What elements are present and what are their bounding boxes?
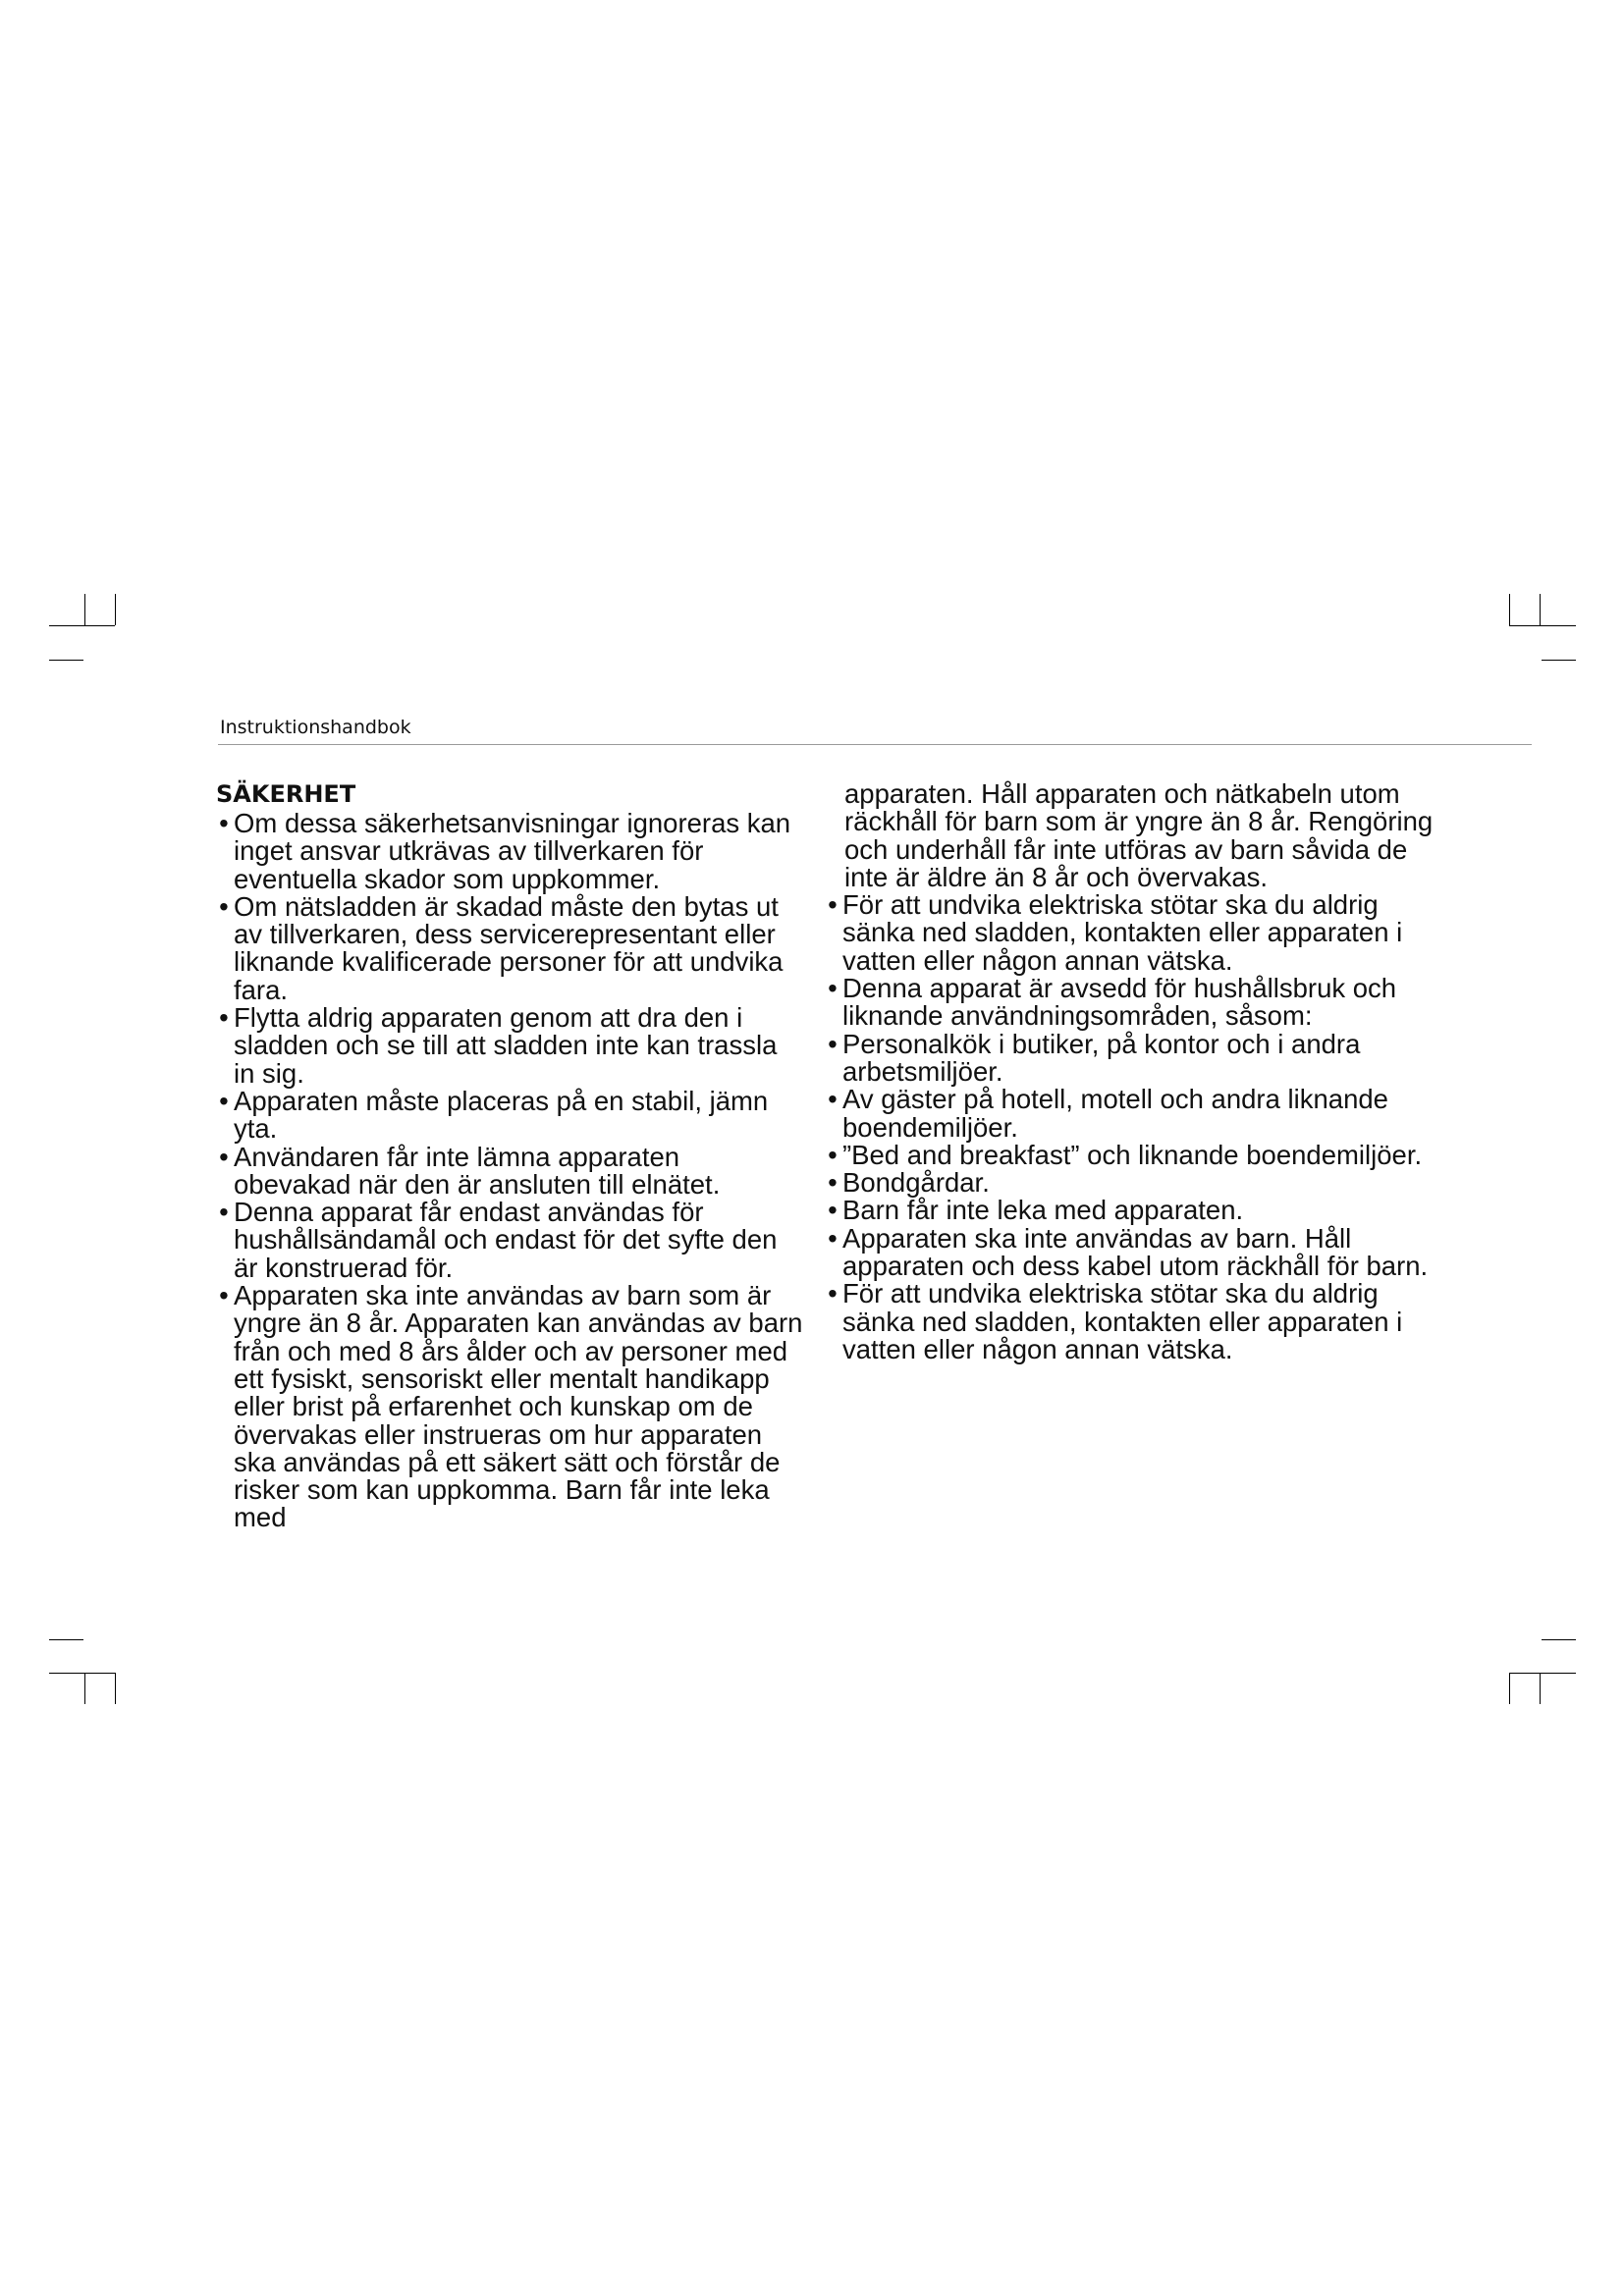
bullet-icon: • (219, 1085, 229, 1116)
list-item: • Av gäster på hotell, motell och andra liknande boendemiljöer. (823, 1086, 1451, 1142)
bullet-icon: • (828, 1222, 838, 1254)
bullet-icon: • (219, 1141, 229, 1172)
running-header: Instruktionshandbok (220, 717, 411, 738)
list-item: • Barn får inte leka med apparaten. (823, 1197, 1451, 1224)
list-item: • Apparaten ska inte användas av barn. Håll apparaten och dess kabel utom räckhåll för barn. (823, 1225, 1451, 1281)
bullet-icon: • (828, 1084, 838, 1115)
bullet-icon: • (828, 973, 838, 1004)
list-item: • Apparaten måste placeras på en stabil, jämn yta. (214, 1088, 803, 1144)
bullet-icon: • (828, 1195, 838, 1226)
right-column (823, 780, 1451, 1363)
section-title: SÄKERHET (216, 780, 356, 808)
bullet-icon: • (219, 808, 229, 838)
list-item: • ”Bed and breakfast” och liknande boendemiljöer. (823, 1142, 1451, 1169)
bullet-icon: • (828, 1139, 838, 1170)
list-item: • För att undvika elektriska stötar ska du aldrig sänka ned sladden, kontakten eller apparaten i vatten eller någon annan vätska. (823, 891, 1451, 975)
list-item: • Användaren får inte lämna apparaten obevakad när den är ansluten till elnätet. (214, 1144, 803, 1200)
list-item: • Personalkök i butiker, på kontor och i andra arbetsmiljöer. (823, 1031, 1451, 1087)
bullet-icon: • (828, 1278, 838, 1309)
list-item: • Om nätsladden är skadad måste den bytas ut av tillverkaren, dess servicerepresentant eller liknande kvalificerade personer för att undvika fara. (214, 893, 803, 1004)
list-item: • Bondgårdar. (823, 1169, 1451, 1197)
list-item: • Denna apparat är avsedd för hushållsbruk och liknande användningsområden, såsom: (823, 975, 1451, 1031)
bullet-icon: • (219, 1002, 229, 1034)
list-item: • För att undvika elektriska stötar ska du aldrig sänka ned sladden, kontakten eller apparaten i vatten eller någon annan vätska. (823, 1280, 1451, 1363)
bullet-icon: • (219, 890, 229, 922)
bullet-icon: • (828, 889, 838, 921)
bullet-icon: • (828, 1167, 838, 1199)
list-item: • Denna apparat får endast användas för hushållsändamål och endast för det syfte den är konstruerad för. (214, 1199, 803, 1282)
list-item: • Apparaten ska inte användas av barn som är yngre än 8 år. Apparaten kan användas av barn från och med 8 års ålder och av personer med ett fysiskt, sensoriskt eller mentalt handikapp eller brist på erfarenhet och kunskap om de övervakas eller instrueras om hur apparaten ska användas på ett säkert sätt och förstår de risker som kan uppkomma. Barn får inte leka med (214, 1282, 803, 1532)
header-divider (218, 744, 1532, 745)
list-item: • Om dessa säkerhetsanvisningar ignoreras kan inget ansvar utkrävas av tillverkaren för eventuella skador som uppkommer. (214, 810, 803, 893)
continued-paragraph: apparaten. Håll apparaten och nätkabeln utom räckhåll för barn som är yngre än 8 år. Rengöring och underhåll får inte utföras av barn såvida de inte är äldre än 8 år och övervakas. (844, 778, 1434, 892)
bullet-icon: • (828, 1028, 838, 1059)
left-column (214, 780, 803, 1532)
list-item: • Flytta aldrig apparaten genom att dra den i sladden och se till att sladden inte kan trassla in sig. (214, 1004, 803, 1088)
bullet-icon: • (219, 1280, 229, 1311)
bullet-icon: • (219, 1197, 229, 1228)
